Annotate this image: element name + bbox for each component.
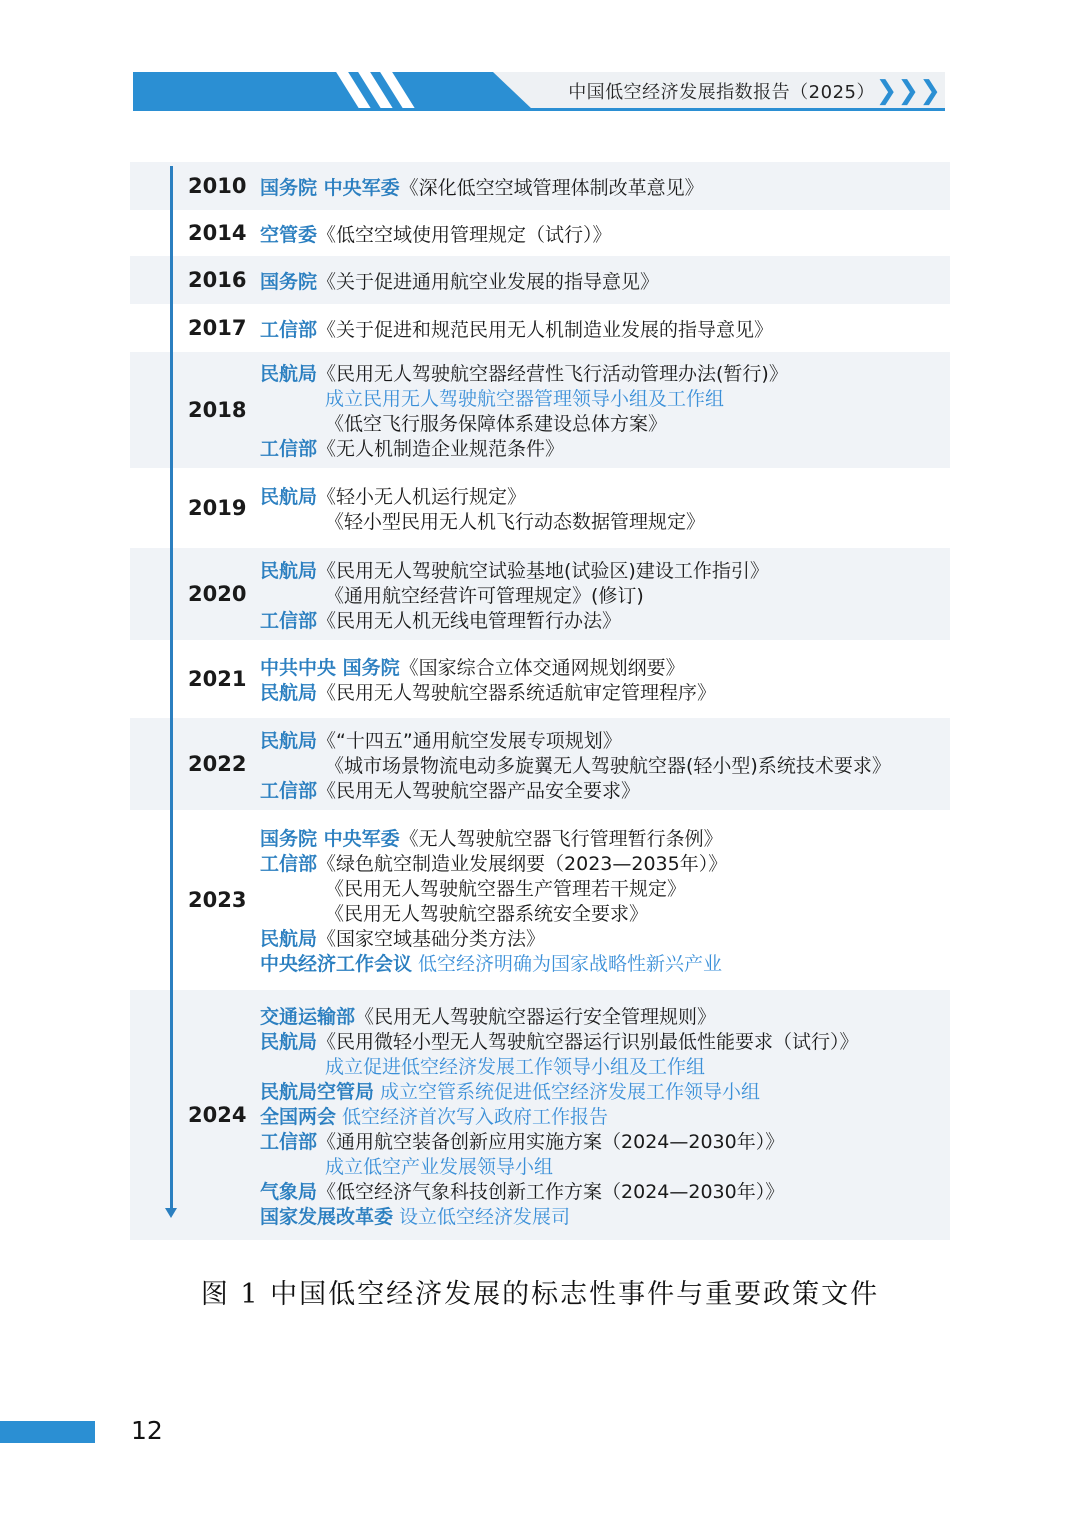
event-text: 成立空管系统促进低空经济发展工作领导小组 (374, 1080, 761, 1103)
issuing-authority: 工信部 (260, 1130, 318, 1153)
issuing-authority: 空管委 (260, 223, 318, 246)
issuing-authority: 工信部 (260, 438, 318, 460)
page-number: 12 (131, 1416, 163, 1445)
timeline-entry (325, 751, 891, 778)
timeline-row-2021 (130, 640, 950, 718)
issuing-authority: 民航局 (260, 1030, 318, 1053)
timeline-year: 2016 (188, 268, 247, 292)
policy-document: 《轻小型民用无人机飞行动态数据管理规定》 (325, 511, 706, 533)
policy-document: 《关于促进通用航空业发展的指导意见》 (317, 270, 660, 293)
issuing-authority: 民航局 (260, 729, 318, 752)
policy-document: 《国家综合立体交通网规划纲要》 (399, 657, 685, 679)
timeline-entry (325, 507, 705, 534)
issuing-authority: 国务院 中央军委 (260, 176, 400, 199)
page-header (133, 72, 945, 110)
timeline-row-2018 (130, 352, 950, 468)
policy-document: 《绿色航空制造业发展纲要（2023—2035年）》 (317, 853, 728, 875)
figure-caption: 图 1 中国低空经济发展的标志性事件与重要政策文件 (200, 1279, 880, 1310)
timeline-row-2010 (130, 162, 950, 210)
policy-document: 《“十四五”通用航空发展专项规划》 (317, 729, 622, 752)
policy-document: 《无人驾驶航空器飞行管理暂行条例》 (399, 828, 723, 850)
timeline-entry (260, 267, 659, 294)
timeline-entry (260, 606, 621, 633)
timeline-entry (260, 1177, 784, 1204)
timeline-entry (260, 1077, 760, 1104)
timeline-entry (260, 220, 612, 247)
header-accent-band (133, 72, 533, 110)
timeline-entry (260, 678, 716, 705)
timeline-year: 2019 (188, 496, 247, 520)
issuing-authority: 交通运输部 (260, 1005, 356, 1028)
issuing-authority: 工信部 (260, 318, 318, 341)
timeline-row-2023 (130, 810, 950, 990)
timeline-entry (260, 556, 769, 583)
timeline-year: 2022 (188, 752, 247, 776)
timeline-entry (260, 359, 788, 386)
policy-document: 《低空空域使用管理规定（试行）》 (317, 223, 612, 246)
issuing-authority: 民航局空管局 (260, 1080, 375, 1103)
policy-document: 《民用无人驾驶航空器经营性飞行活动管理办法(暂行)》 (317, 363, 788, 385)
timeline-year: 2020 (188, 582, 247, 606)
event-text: 低空经济明确为国家战略性新兴产业 (412, 953, 723, 975)
report-title: 中国低空经济发展指数报告（2025） (568, 82, 875, 103)
event-text: 成立促进低空经济发展工作领导小组及工作组 (325, 1055, 706, 1078)
timeline-entry (260, 1127, 784, 1154)
footer-accent-bar (0, 1421, 95, 1443)
issuing-authority: 中央经济工作会议 (260, 953, 413, 975)
policy-document: 《低空经济气象科技创新工作方案（2024—2030年）》 (317, 1180, 785, 1203)
timeline-entry (325, 874, 686, 901)
issuing-authority: 工信部 (260, 609, 318, 632)
timeline-entry (260, 173, 704, 200)
policy-document: 《关于促进和规范民用无人机制造业发展的指导意见》 (317, 318, 774, 341)
issuing-authority: 民航局 (260, 363, 318, 385)
issuing-authority: 国务院 中央军委 (260, 828, 400, 850)
issuing-authority: 民航局 (260, 928, 318, 950)
event-text: 成立低空产业发展领导小组 (325, 1155, 554, 1178)
header-rule (133, 108, 945, 111)
timeline-entry (260, 1102, 608, 1129)
timeline-entry (325, 1152, 553, 1179)
timeline-year: 2014 (188, 221, 247, 245)
policy-document: 《民用无人驾驶航空器运行安全管理规则》 (355, 1005, 717, 1028)
issuing-authority: 民航局 (260, 486, 318, 508)
timeline-entry (260, 653, 685, 680)
timeline-entry (325, 409, 667, 436)
timeline-year: 2018 (188, 398, 247, 422)
policy-document: 《深化低空空域管理体制改革意见》 (399, 176, 704, 199)
policy-document: 《民用无人驾驶航空器系统适航审定管理程序》 (317, 682, 717, 704)
issuing-authority: 国家发展改革委 (260, 1205, 394, 1228)
timeline-row-2024 (130, 990, 950, 1240)
timeline-entry (260, 1202, 570, 1229)
issuing-authority: 国务院 (260, 270, 318, 293)
issuing-authority: 全国两会 (260, 1105, 337, 1128)
timeline-axis (170, 166, 173, 1214)
timeline-entry (260, 434, 564, 461)
issuing-authority: 民航局 (260, 559, 318, 582)
policy-document: 《民用微轻小型无人驾驶航空器运行识别最低性能要求（试行）》 (317, 1030, 859, 1053)
event-text: 低空经济首次写入政府工作报告 (336, 1105, 609, 1128)
timeline-row-2014 (130, 210, 950, 256)
policy-document: 《通用航空装备创新应用实施方案（2024—2030年）》 (317, 1130, 785, 1153)
timeline-row-2017 (130, 304, 950, 352)
policy-document: 《民用无人驾驶航空器系统安全要求》 (325, 903, 649, 925)
timeline-entry (260, 824, 723, 851)
timeline-entry (260, 924, 545, 951)
issuing-authority: 工信部 (260, 853, 318, 875)
timeline-entry (260, 949, 722, 976)
timeline-row-2016 (130, 256, 950, 304)
policy-document: 《通用航空经营许可管理规定》(修订) (325, 584, 644, 607)
timeline-year: 2017 (188, 316, 247, 340)
issuing-authority: 中共中央 国务院 (260, 657, 400, 679)
timeline-entry (260, 315, 773, 342)
policy-timeline (130, 162, 950, 1240)
timeline-year: 2021 (188, 667, 247, 691)
timeline-entry (260, 1027, 859, 1054)
timeline-row-2022 (130, 718, 950, 810)
timeline-year: 2010 (188, 174, 247, 198)
policy-document: 《城市场景物流电动多旋翼无人驾驶航空器(轻小型)系统技术要求》 (325, 754, 891, 777)
policy-document: 《轻小无人机运行规定》 (317, 486, 527, 508)
issuing-authority: 气象局 (260, 1180, 318, 1203)
timeline-entry (260, 726, 622, 753)
policy-document: 《民用无人驾驶航空器生产管理若干规定》 (325, 878, 687, 900)
timeline-entry (260, 482, 526, 509)
timeline-entry (325, 899, 648, 926)
issuing-authority: 工信部 (260, 779, 318, 802)
timeline-entry (260, 849, 727, 876)
timeline-entry (260, 1002, 716, 1029)
chevrons-icon: ❯❯❯ (875, 76, 941, 106)
timeline-entry (325, 1052, 705, 1079)
timeline-year: 2023 (188, 888, 247, 912)
timeline-arrow-icon (165, 1208, 177, 1218)
issuing-authority: 民航局 (260, 682, 318, 704)
policy-document: 《民用无人驾驶航空试验基地(试验区)建设工作指引》 (317, 559, 769, 582)
timeline-entry (260, 776, 640, 803)
timeline-row-2019 (130, 468, 950, 548)
policy-document: 《民用无人机无线电管理暂行办法》 (317, 609, 622, 632)
policy-document: 《国家空域基础分类方法》 (317, 928, 546, 950)
timeline-entry (325, 384, 724, 411)
event-text: 设立低空经济发展司 (393, 1205, 571, 1228)
timeline-entry (325, 581, 644, 608)
policy-document: 《低空飞行服务保障体系建设总体方案》 (325, 413, 668, 435)
event-text: 成立民用无人驾驶航空器管理领导小组及工作组 (325, 388, 725, 410)
policy-document: 《无人机制造企业规范条件》 (317, 438, 565, 460)
timeline-row-2020 (130, 548, 950, 640)
timeline-year: 2024 (188, 1103, 247, 1127)
policy-document: 《民用无人驾驶航空器产品安全要求》 (317, 779, 641, 802)
